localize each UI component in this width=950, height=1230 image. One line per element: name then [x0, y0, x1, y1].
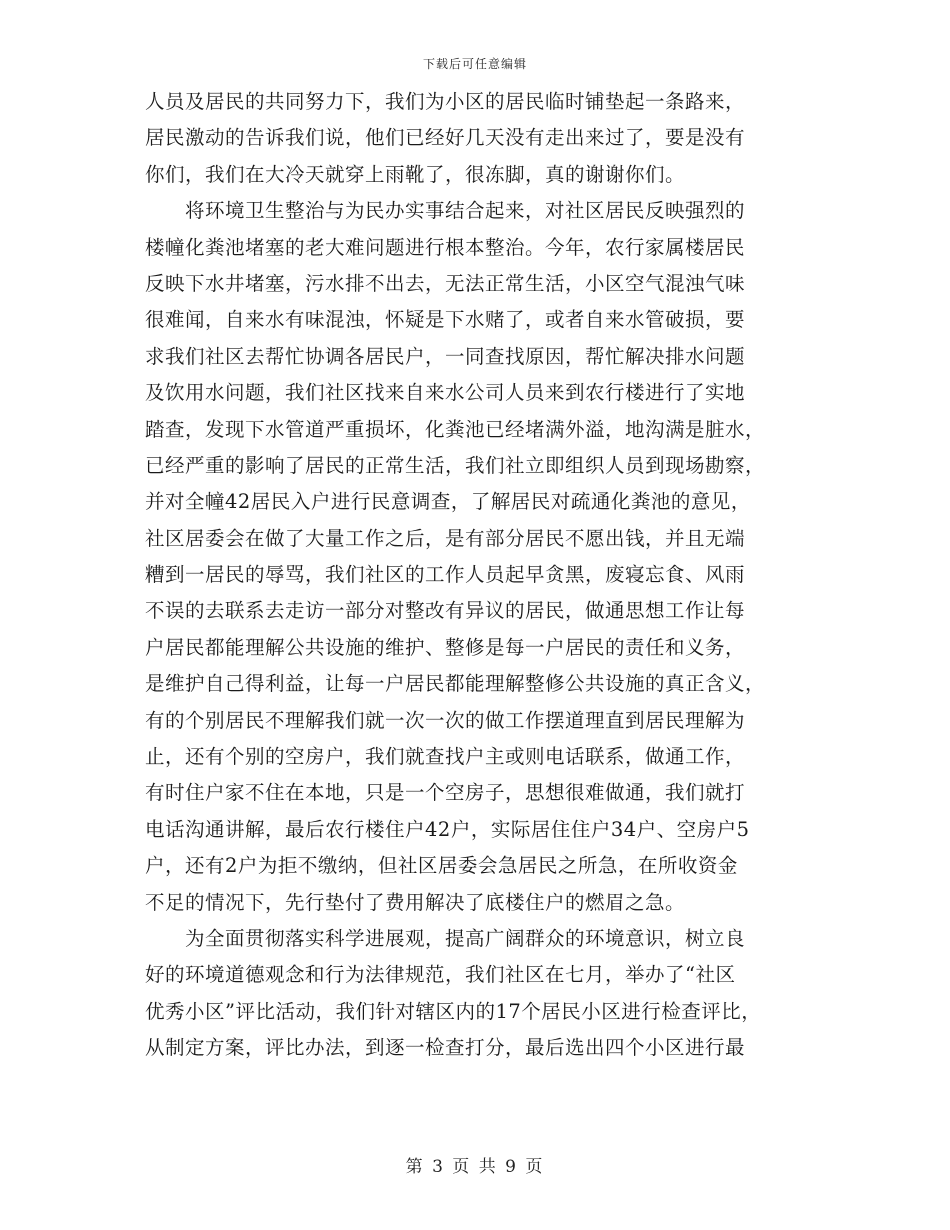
text-line: 人员及居民的共同努力下，我们为小区的居民临时铺垫起一条路来，: [145, 90, 746, 113]
text-line: 已经严重的影响了居民的正常生活，我们社立即组织人员到现场勘察，: [145, 453, 766, 477]
text-line: 社区居委会在做了大量工作之后，是有部分居民不愿出钱，并且无端: [145, 526, 746, 550]
text-line: 不足的情况下，先行垫付了费用解决了底楼住户的燃眉之急。: [145, 890, 686, 914]
document-body: [145, 84, 809, 1067]
paragraph-start-line: 将环境卫生整治与为民办实事结合起来，对社区居民反映强烈的: [185, 199, 746, 223]
text-line: 踏查，发现下水管道严重损坏，化粪池已经堵满外溢，地沟满是脏水，: [145, 417, 766, 441]
text-line: 电话沟通讲解，最后农行楼住户42户，实际居住住户34户、空房户5: [145, 817, 750, 841]
text-line: 很难闻，自来水有味混浊，怀疑是下水赌了，或者自来水管破损，要: [145, 308, 746, 332]
page-header: 下载后可任意编辑: [422, 57, 527, 71]
text-line: 不误的去联系去走访一部分对整改有异议的居民，做通思想工作让每: [145, 599, 746, 623]
text-line: 求我们社区去帮忙协调各居民户，一同查找原因，帮忙解决排水问题: [145, 344, 746, 368]
paragraph-start-line: 为全面贯彻落实科学进展观，提高广阔群众的环境意识，树立良: [185, 926, 746, 950]
page-number-footer: 第 3 页 共 9 页: [405, 1157, 545, 1177]
text-line: 户居民都能理解公共设施的维护、整修是每一户居民的责任和义务，: [145, 635, 746, 659]
text-line: 反映下水井堵塞，污水排不出去，无法正常生活，小区空气混浊气味: [145, 271, 746, 295]
text-line: 及饮用水问题，我们社区找来自来水公司人员来到农行楼进行了实地: [145, 381, 746, 405]
text-line: 好的环境道德观念和行为法律规范，我们社区在七月，举办了“社区: [145, 963, 736, 987]
text-line: 止，还有个别的空房户，我们就查找户主或则电话联系，做通工作，: [145, 745, 746, 769]
text-line: 是维护自己得利益，让每一户居民都能理解整修公共设施的真正含义，: [145, 672, 766, 696]
text-line: 并对全幢42居民入户进行民意调查，了解居民对疏通化粪池的意见，: [145, 490, 751, 514]
text-line: 有时住户家不住在本地，只是一个空房子，思想很难做通，我们就打: [145, 781, 746, 805]
text-line: 有的个别居民不理解我们就一次一次的做工作摆道理直到居民理解为: [145, 708, 746, 732]
text-line: 从制定方案，评比办法，到逐一检查打分，最后选出四个小区进行最: [145, 1036, 746, 1060]
text-line: 楼幢化粪池堵塞的老大难问题进行根本整治。今年，农行家属楼居民: [145, 235, 746, 259]
text-line: 户，还有2户为拒不缴纳，但社区居委会急居民之所急，在所收资金: [145, 854, 738, 878]
text-line: 你们，我们在大冷天就穿上雨靴了，很冻脚，真的谢谢你们。: [145, 162, 686, 186]
text-line: 居民激动的告诉我们说，他们已经好几天没有走出来过了，要是没有: [145, 126, 746, 150]
text-line: 优秀小区”评比活动，我们针对辖区内的17个居民小区进行检查评比，: [145, 999, 762, 1023]
text-line: 糟到一居民的辱骂，我们社区的工作人员起早贪黑，废寝忘食、风雨: [145, 563, 746, 587]
